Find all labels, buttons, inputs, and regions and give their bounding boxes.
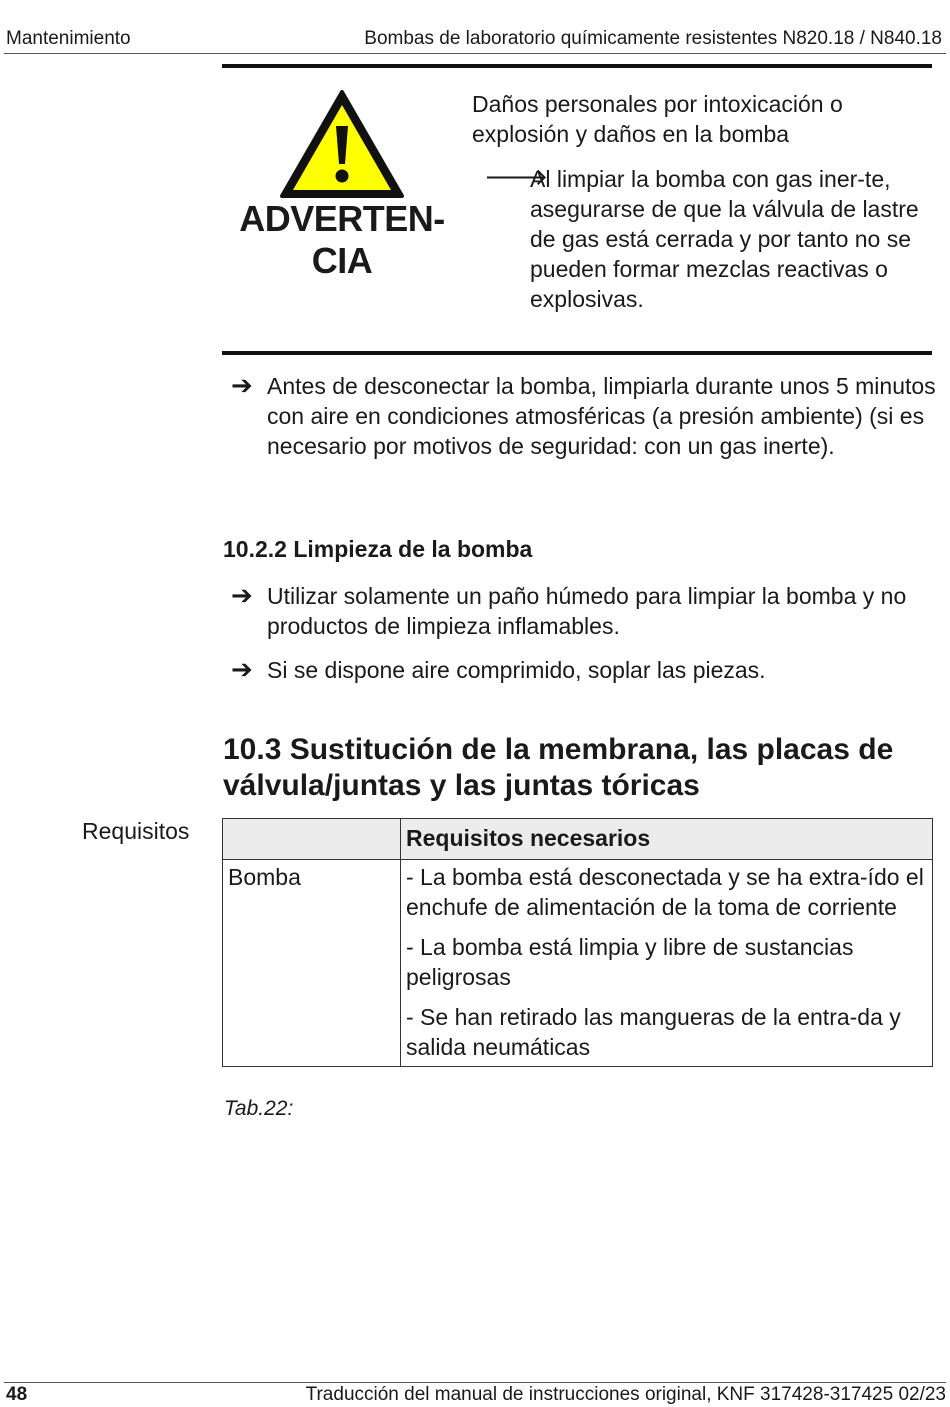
warning-label-line2: CIA (311, 240, 373, 281)
step-item: Antes de desconectar la bomba, limpiarla durante unos 5 minutos con aire en condiciones atmosféricas (a presión ambiente) (si es necesario por motivos de seguridad: con un gas inerte). (267, 373, 936, 459)
table-header-cell (223, 819, 401, 860)
warning-label-line1: ADVERTEN- (239, 198, 445, 239)
table-header-row (223, 819, 933, 860)
section-heading-10-3: 10.3 Sustitución de la membrana, las placas de válvula/juntas y las juntas tóricas (223, 733, 894, 802)
header-divider (4, 53, 946, 54)
table-row-label: Bomba (223, 860, 401, 1067)
page-number: 48 (6, 1384, 28, 1405)
side-label-requisitos: Requisitos (82, 818, 190, 844)
warning-top-rule (222, 64, 932, 68)
table-header-cell: Requisitos necesarios (401, 819, 933, 860)
footer-text: Traducción del manual de instrucciones original, KNF 317428-317425 02/23 (305, 1384, 946, 1405)
requirements-table (222, 818, 933, 1067)
warning-bottom-rule (222, 351, 932, 355)
requirement-item: - Se han retirado las mangueras de la entra-da y salida neumáticas (406, 1004, 901, 1060)
arrow-right-icon: 🡒 (484, 164, 549, 191)
header-section: Mantenimiento (6, 28, 131, 49)
arrow-right-icon: ➔ (231, 654, 253, 684)
header-product: Bombas de laboratorio químicamente resistentes N820.18 / N840.18 (364, 28, 942, 49)
table-cell-requirements (401, 860, 933, 1067)
table-caption: Tab.22: (224, 1097, 294, 1120)
table-row (223, 860, 933, 1067)
requirement-item: - La bomba está desconectada y se ha extra-ído el enchufe de alimentación de la toma de corriente (406, 864, 924, 920)
warning-label (232, 198, 452, 282)
section-heading-10-2-2: 10.2.2 Limpieza de la bomba (223, 536, 533, 562)
warning-triangle-icon (278, 88, 406, 200)
requirement-item: - La bomba está limpia y libre de sustancias peligrosas (406, 934, 854, 990)
arrow-right-icon: ➔ (231, 580, 253, 610)
warning-title: Daños personales por intoxicación o explosión y daños en la bomba (472, 91, 843, 147)
footer-divider (4, 1382, 946, 1383)
step-item: Si se dispone aire comprimido, soplar las piezas. (267, 657, 766, 683)
step-item: Utilizar solamente un paño húmedo para limpiar la bomba y no productos de limpieza inflamables. (267, 583, 907, 639)
warning-instruction: Al limpiar la bomba con gas iner-te, asegurarse de que la válvula de lastre de gas está cerrada y por tanto no se pueden formar mezclas reactivas o explosivas. (530, 166, 919, 312)
arrow-right-icon: ➔ (231, 370, 253, 400)
